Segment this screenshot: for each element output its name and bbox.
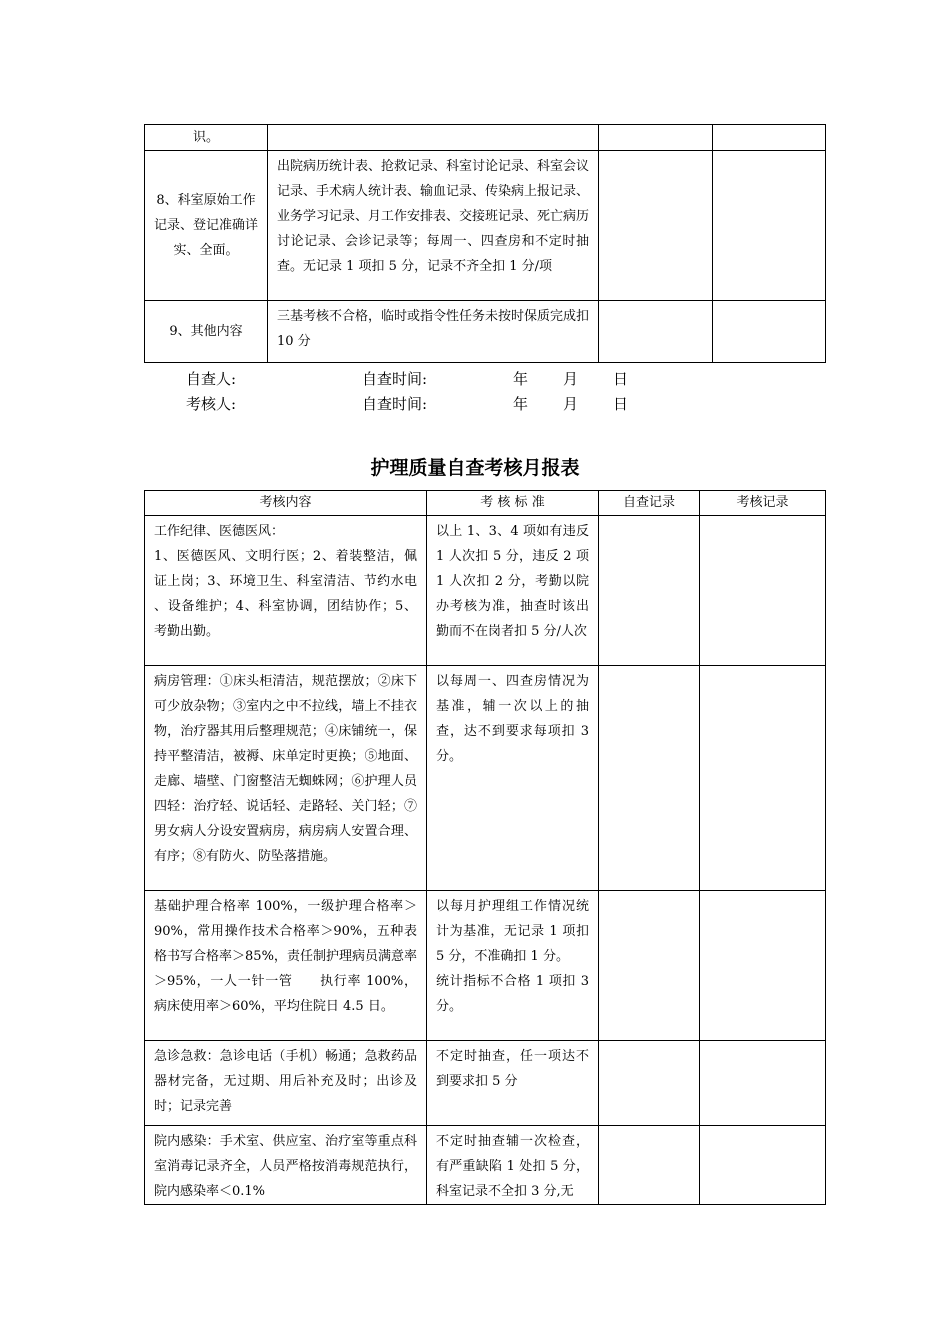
table-row — [145, 125, 826, 151]
header-review-record: 考核记录 — [700, 491, 826, 516]
month-label: 月 — [563, 395, 579, 413]
self-check-time-label: 自查时间: — [362, 370, 428, 388]
self-record-cell — [599, 516, 700, 666]
table-row — [145, 891, 826, 1041]
table-row — [145, 1126, 826, 1205]
standard-cell: 出院病历统计表、抢救记录、科室讨论记录、科室会议记录、手术病人统计表、输血记录、传染病上报记录、业务学习记录、月工作安排表、交接班记录、死亡病历讨论记录、会诊记录等；每周一、四查房和不定时抽查。无记录 1 项扣 5 分，记录不齐全扣 1 分/项 — [268, 151, 599, 301]
month-label: 月 — [563, 370, 579, 388]
self-record-cell — [599, 666, 700, 891]
review-record-cell — [700, 516, 826, 666]
standard-cell: 不定时抽查，任一项达不到要求扣 5 分 — [427, 1041, 599, 1126]
item-cell: 8、科室原始工作记录、登记准确详实、全面。 — [145, 151, 268, 301]
standard-cell: 三基考核不合格，临时或指令性任务未按时保质完成扣 10 分 — [268, 301, 599, 363]
continued-assessment-table — [144, 124, 826, 363]
report-title: 护理质量自查考核月报表 — [370, 457, 580, 479]
table-row — [145, 516, 826, 666]
reviewer-label: 考核人: — [186, 395, 237, 413]
header-self-record: 自查记录 — [599, 491, 700, 516]
year-label: 年 — [513, 395, 529, 413]
review-record-cell — [700, 666, 826, 891]
table-row — [145, 301, 826, 363]
item-cell: 识。 — [145, 125, 268, 151]
review-time-label: 自查时间: — [362, 395, 428, 413]
header-content: 考核内容 — [145, 491, 427, 516]
review-record-cell — [713, 151, 826, 301]
self-record-cell — [599, 1041, 700, 1126]
day-label: 日 — [613, 395, 629, 413]
review-record-cell — [700, 891, 826, 1041]
self-checker-label: 自查人: — [186, 370, 237, 388]
self-record-cell — [599, 1126, 700, 1205]
table-row — [145, 1041, 826, 1126]
content-cell: 工作纪律、医德医风： 1、医德医风、文明行医；2、着装整洁，佩证上岗；3、环境卫生、科室清洁、节约水电 、设备维护；4、科室协调，团结协作；5、考勤出勤。 — [145, 516, 427, 666]
standard-cell: 以每月护理组工作情况统计为基准，无记录 1 项扣 5 分，不准确扣 1 分。 统计指标不合格 1 项扣 3 分。 — [427, 891, 599, 1041]
day-label: 日 — [613, 370, 629, 388]
table-row — [145, 151, 826, 301]
header-standard: 考 核 标 准 — [427, 491, 599, 516]
table-row — [145, 666, 826, 891]
standard-cell: 以每周一、四查房情况为基准，辅一次以上的抽查，达不到要求每项扣 3 分。 — [427, 666, 599, 891]
review-record-cell — [700, 1126, 826, 1205]
table-header-row — [145, 491, 826, 516]
self-record-cell — [599, 151, 713, 301]
content-cell: 院内感染：手术室、供应室、治疗室等重点科室消毒记录齐全，人员严格按消毒规范执行，院内感染率＜0.1% — [145, 1126, 427, 1205]
review-record-cell — [713, 301, 826, 363]
review-record-cell — [713, 125, 826, 151]
year-label: 年 — [513, 370, 529, 388]
standard-cell: 以上 1、3、4 项如有违反 1 人次扣 5 分，违反 2 项 1 人次扣 2 分，考勤以院办考核为准，抽查时该出勤而不在岗者扣 5 分/人次 — [427, 516, 599, 666]
review-record-cell — [700, 1041, 826, 1126]
self-record-cell — [599, 125, 713, 151]
content-cell: 急诊急救：急诊电话（手机）畅通；急救药品器材完备，无过期、用后补充及时；出诊及时；记录完善 — [145, 1041, 427, 1126]
item-cell: 9、其他内容 — [145, 301, 268, 363]
self-record-cell — [599, 891, 700, 1041]
standard-cell — [268, 125, 599, 151]
standard-cell: 不定时抽查辅一次检查，有严重缺陷 1 处扣 5 分，科室记录不全扣 3 分,无 — [427, 1126, 599, 1205]
content-cell: 基础护理合格率 100%，一级护理合格率＞90%，常用操作技术合格率＞90%，五种表格书写合格率＞85%，责任制护理病员满意率＞95%，一人一针一管 执行率 100%，病床使用率＞60%，平均住院日 4.5 日。 — [145, 891, 427, 1041]
monthly-report-table — [144, 490, 826, 1205]
self-record-cell — [599, 301, 713, 363]
content-cell: 病房管理：①床头柜清洁，规范摆放；②床下可少放杂物；③室内之中不拉线，墙上不挂衣物，治疗器其用后整理规范；④床铺统一，保持平整清洁，被褥、床单定时更换；⑤地面、走廊、墙壁、门窗整洁无蜘蛛网；⑥护理人员四轻：治疗轻、说话轻、走路轻、关门轻；⑦男女病人分设安置病房，病房病人安置合理、有序；⑧有防火、防坠落措施。 — [145, 666, 427, 891]
